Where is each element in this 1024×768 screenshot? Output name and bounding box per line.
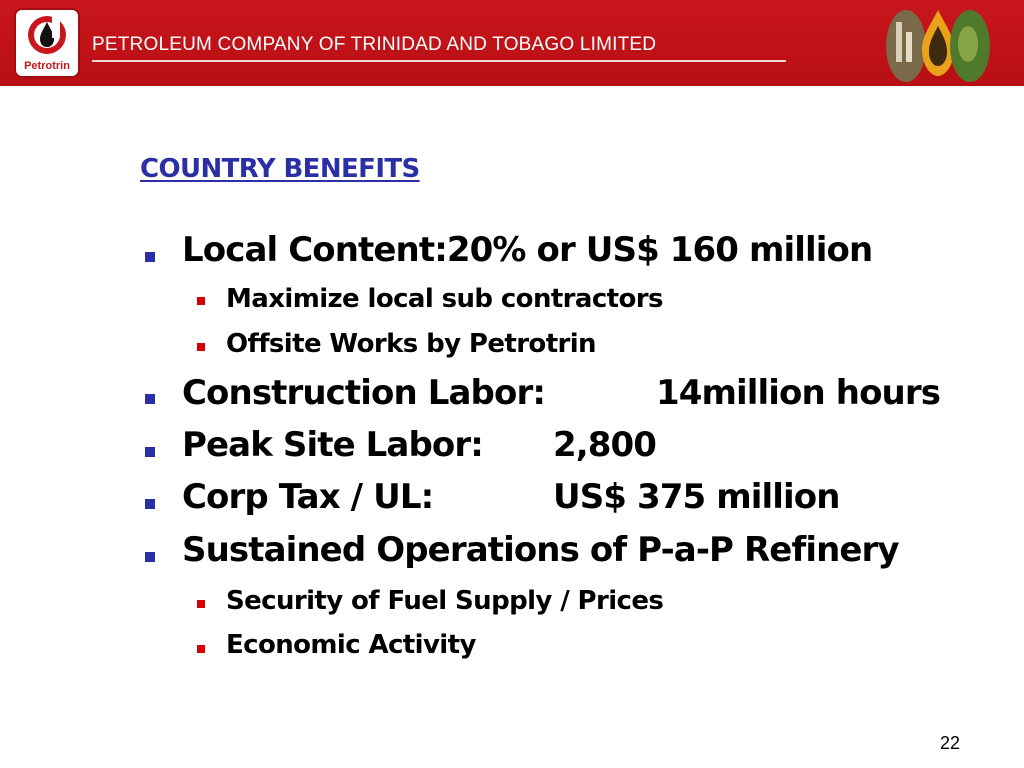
bullet-peak-site-labor	[182, 425, 657, 465]
corporate-emblem-icon	[886, 4, 990, 84]
sub-bullet-marker	[197, 297, 205, 305]
oil-drop-logo-icon	[26, 14, 68, 56]
bullet-label: Construction Labor:	[182, 373, 546, 413]
page-number: 22	[940, 733, 961, 753]
bullet-label: Sustained Operations of P-a-P Refinery	[182, 530, 899, 570]
bullet-label: Local Content:20% or US$ 160 million	[182, 230, 873, 270]
bullet-label: Economic Activity	[226, 630, 476, 660]
company-name: PETROLEUM COMPANY OF TRINIDAD AND TOBAGO LIMITED	[92, 34, 657, 55]
petrotrin-logo	[14, 8, 80, 78]
bullet-label: Offsite Works by Petrotrin	[226, 329, 596, 359]
bullet-marker	[145, 499, 155, 509]
bullet-label: Security of Fuel Supply / Prices	[226, 586, 664, 616]
bullet-corp-tax	[182, 477, 840, 517]
sub-bullet-marker	[197, 343, 205, 351]
bullet-label: Maximize local sub contractors	[226, 284, 663, 314]
sub-bullet-marker	[197, 645, 205, 653]
bullet-construction-labor	[182, 373, 941, 413]
slide-title: COUNTRY BENEFITS	[140, 154, 420, 184]
bullet-sustained-operations	[182, 530, 899, 570]
sub-bullet-economic-activity	[226, 630, 476, 660]
bullet-marker	[145, 552, 155, 562]
bullet-value: 2,800	[553, 425, 657, 465]
sub-bullet-offsite-works	[226, 329, 596, 359]
logo-text: Petrotrin	[24, 60, 70, 72]
sub-bullet-fuel-supply	[226, 586, 663, 616]
bullet-marker	[145, 447, 155, 457]
bullet-label: Peak Site Labor:	[182, 425, 483, 465]
bullet-label: Corp Tax / UL:	[182, 477, 434, 517]
sub-bullet-local-contractors	[226, 284, 663, 314]
bullet-marker	[145, 252, 155, 262]
bullet-value: 14million hours	[656, 373, 941, 413]
header-banner	[0, 0, 1024, 86]
header-divider	[92, 60, 786, 62]
bullet-value: US$ 375 million	[553, 477, 840, 517]
sub-bullet-marker	[197, 600, 205, 608]
bullet-marker	[145, 394, 155, 404]
bullet-local-content	[182, 230, 872, 270]
